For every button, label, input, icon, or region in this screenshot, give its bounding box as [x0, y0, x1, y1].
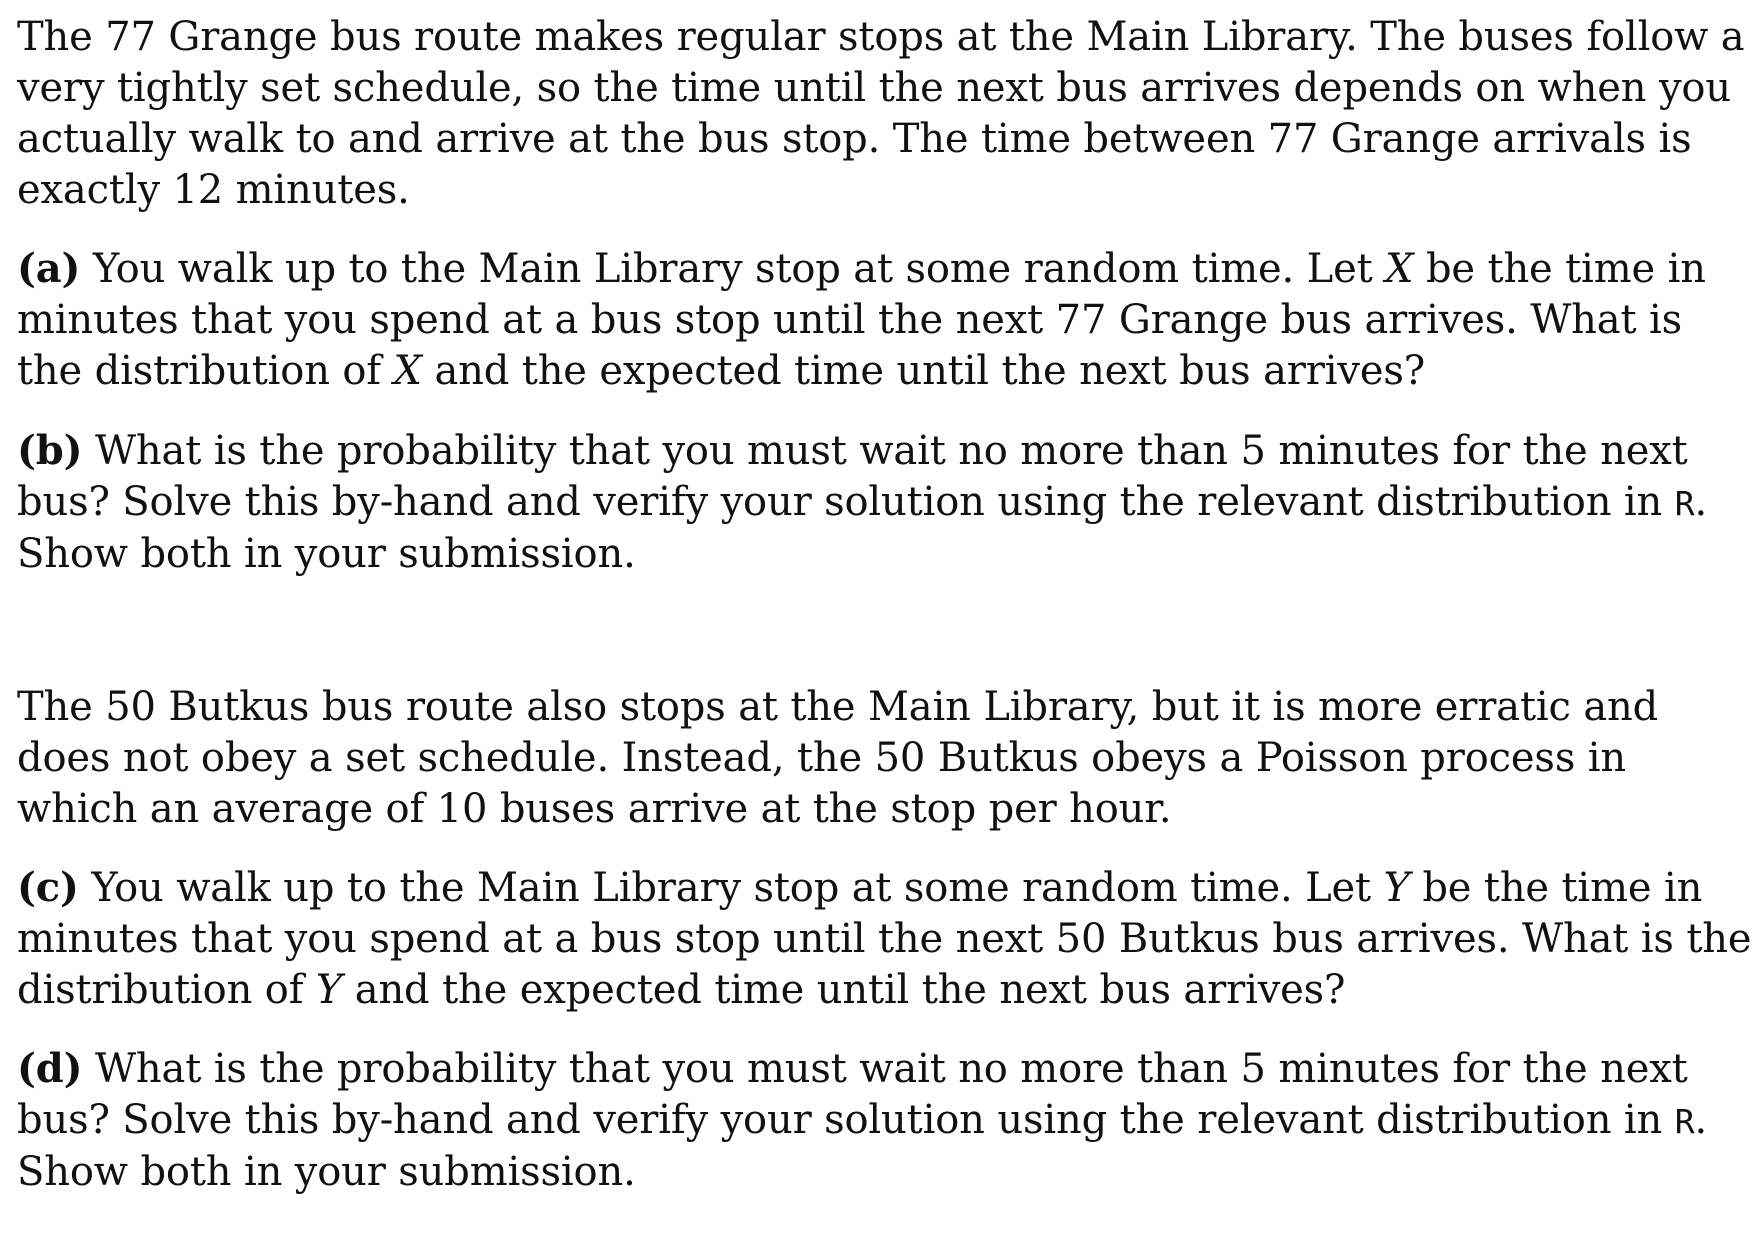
part-a-text-1: You walk up to the Main Library stop at some random time. Let	[80, 246, 1386, 292]
part-a-text-3: and the expected time until the next bus arrives?	[421, 348, 1426, 394]
r-language-code: R	[1674, 484, 1695, 523]
variable-y: Y	[315, 967, 343, 1013]
part-b-label: (b)	[17, 427, 83, 474]
part-a-text-2: be the time in minutes that you spend at a bus stop until the next 77 Grange bus arrives. What is the distribution of	[17, 246, 1706, 394]
part-d-text-2: . Show both in your submission.	[17, 1097, 1708, 1195]
part-d-question	[17, 1043, 1752, 1198]
part-a-label: (a)	[17, 245, 81, 292]
part-c-label: (c)	[17, 864, 79, 911]
part-a-question	[17, 243, 1752, 397]
part-d-text-1: What is the probability that you must wait no more than 5 minutes for the next bus? Solve this by-hand and verify your solution using the relevant distribution in	[17, 1046, 1688, 1143]
variable-x: X	[1385, 246, 1414, 292]
part-d-label: (d)	[17, 1045, 83, 1092]
variable-x: X	[393, 348, 422, 394]
part-b-text-1: What is the probability that you must wait no more than 5 minutes for the next bus? Solve this by-hand and verify your solution using the relevant distribution in	[17, 428, 1688, 525]
part-c-question	[17, 862, 1752, 1016]
part-b-text-2: . Show both in your submission.	[17, 479, 1708, 577]
part-c-text-2: be the time in minutes that you spend at a bus stop until the next 50 Butkus bus arrives. What is the distribution of	[17, 865, 1752, 1013]
r-language-code: R	[1674, 1102, 1695, 1141]
part-b-question	[17, 425, 1752, 580]
variable-y: Y	[1383, 865, 1410, 911]
part-c-text-3: and the expected time until the next bus arrives?	[342, 967, 1346, 1013]
grange-intro-paragraph: The 77 Grange bus route makes regular stops at the Main Library. The buses follow a very tightly set schedule, so the time until the next bus arrives depends on when you actually walk to and arrive at the bus stop. The time between 77 Grange arrivals is exactly 12 minutes.	[17, 14, 1745, 213]
butkus-intro-paragraph: The 50 Butkus bus route also stops at the Main Library, but it is more erratic and does not obey a set schedule. Instead, the 50 Butkus obeys a Poisson process in which an average of 10 buses arrive at the stop per hour.	[17, 684, 1659, 832]
part-c-text-1: You walk up to the Main Library stop at some random time. Let	[78, 865, 1384, 911]
problem-document	[17, 12, 1752, 1198]
